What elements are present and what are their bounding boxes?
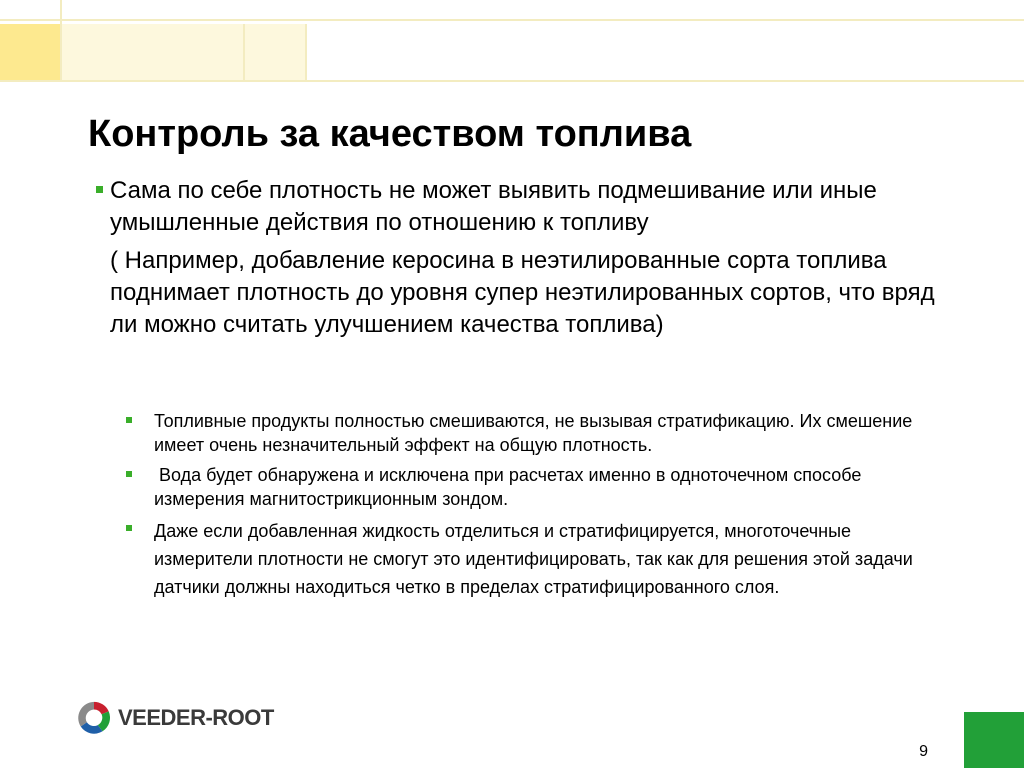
page-number: 9: [919, 743, 928, 760]
sub-bullet-text: Даже если добавленная жидкость отделиться и стратифицируется, многоточечные измерители плотности не смогут это идентифицировать, так как для решения этой задачи датчики должны находиться четко в пределах стратифицированного слоя.: [154, 521, 913, 597]
logo-wordmark: VEEDER-ROOT: [118, 705, 274, 730]
square-bullet-icon: [126, 417, 132, 423]
header-cream-block: [61, 24, 243, 80]
slide-title: Контроль за качеством топлива: [88, 113, 692, 155]
main-bullet-list: [96, 175, 966, 341]
header-divider: [0, 80, 1024, 82]
veeder-root-logo-icon: [75, 699, 113, 737]
square-bullet-icon: [96, 186, 103, 193]
square-bullet-icon: [126, 525, 132, 531]
header-divider: [243, 24, 245, 82]
main-bullet-note: ( Например, добавление керосина в неэтилированные сорта топлива поднимает плотность до уровня супер неэтилированных сортов, что вряд ли можно считать улучшением качества топлива): [110, 247, 935, 338]
header-band: [0, 0, 1024, 82]
header-cream-block: [244, 24, 306, 80]
header-divider: [60, 0, 62, 82]
header-divider: [0, 19, 1024, 21]
sub-bullet-item: [122, 463, 942, 511]
footer-green-block: [964, 712, 1024, 768]
sub-bullet-item: [122, 517, 942, 601]
sub-bullet-text: Топливные продукты полностью смешиваются, не вызывая стратификацию. Их смешение имеет очень незначительный эффект на общую плотность.: [154, 411, 913, 455]
sub-bullet-list: [122, 409, 942, 607]
sub-bullet-text: Вода будет обнаружена и исключена при расчетах именно в одноточечном способе измерения магнитострикционным зондом.: [154, 465, 867, 509]
veeder-root-logo: [75, 697, 274, 739]
square-bullet-icon: [126, 471, 132, 477]
sub-bullet-item: [122, 409, 942, 457]
header-yellow-block: [0, 24, 60, 80]
header-divider: [305, 24, 307, 82]
main-bullet-item: [96, 175, 966, 341]
main-bullet-text: Сама по себе плотность не может выявить подмешивание или иные умышленные действия по отношению к топливу: [110, 177, 877, 236]
